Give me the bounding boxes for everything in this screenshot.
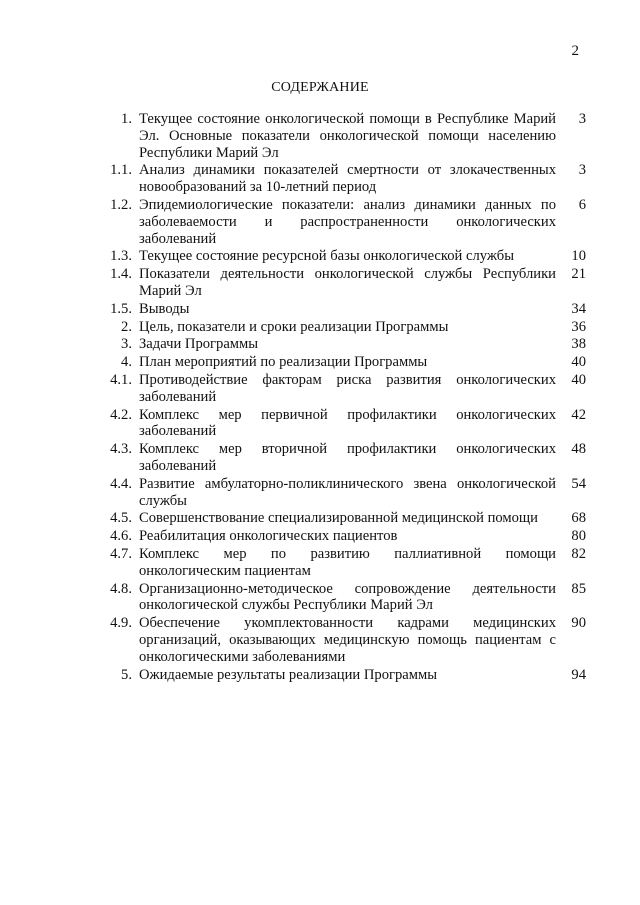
toc-entry-page: 10 xyxy=(571,248,586,265)
toc-entry-title: Совершенствование специализированной медицинской помощи xyxy=(139,510,538,527)
page-number: 2 xyxy=(571,43,579,59)
toc-entry xyxy=(96,407,586,441)
toc-entry-number: 4. xyxy=(121,354,132,371)
toc-entry xyxy=(96,319,586,336)
toc-entry-number: 1.3. xyxy=(110,248,132,265)
page-title: СОДЕРЖАНИЕ xyxy=(271,80,369,95)
toc-entry-page: 3 xyxy=(578,111,586,127)
toc-entry-number: 4.3. xyxy=(110,441,132,458)
toc-entry-title: Развитие амбулаторно-поликлинического звена онкологической службы xyxy=(139,475,556,509)
toc-entry-page: 3 xyxy=(578,162,586,179)
toc-entry xyxy=(96,581,586,615)
toc-entry xyxy=(96,372,586,406)
toc-entry-page: 90 xyxy=(571,615,586,632)
toc-entry-title: Комплекс мер первичной профилактики онкологических заболеваний xyxy=(139,406,556,440)
toc-entry-title: Текущее состояние ресурсной базы онкологической службы xyxy=(139,248,514,265)
toc-entry-number: 1. xyxy=(121,111,132,127)
toc-entry xyxy=(96,111,586,161)
toc-entry-title: Эпидемиологические показатели: анализ динамики данных по заболеваемости и распространенности онкологических заболеваний xyxy=(139,196,556,247)
toc-entry xyxy=(96,266,586,300)
toc-entry-title: Противодействие факторам риска развития онкологических заболеваний xyxy=(139,371,556,405)
toc-entry-page: 21 xyxy=(571,266,586,283)
toc-entry-number: 4.6. xyxy=(110,528,132,545)
toc-entry-number: 4.1. xyxy=(110,371,132,388)
toc-entry-title: Текущее состояние онкологической помощи в Республике Марий Эл. Основные показатели онкологической помощи населению Республики Марий Эл xyxy=(139,111,556,161)
toc-entry xyxy=(96,667,586,684)
toc-entry xyxy=(96,546,586,580)
toc-entry-number: 1.2. xyxy=(110,196,132,213)
toc-entry-page: 80 xyxy=(571,528,586,545)
toc-entry-title: Показатели деятельности онкологической службы Республики Марий Эл xyxy=(139,266,556,299)
toc-entry-number: 1.5. xyxy=(110,300,132,317)
toc-entry-page: 48 xyxy=(571,441,586,458)
toc-entry-title: Комплекс мер вторичной профилактики онкологических заболеваний xyxy=(139,441,556,474)
toc-entry-page: 36 xyxy=(571,318,586,335)
toc-entry xyxy=(96,248,586,265)
toc-entry xyxy=(96,510,586,527)
table-of-contents xyxy=(96,111,586,684)
toc-entry xyxy=(96,528,586,545)
toc-entry-number: 4.5. xyxy=(110,510,132,527)
toc-entry xyxy=(96,354,586,371)
toc-entry xyxy=(96,476,586,510)
toc-entry-page: 40 xyxy=(571,371,586,388)
toc-entry-number: 1.4. xyxy=(110,266,132,283)
toc-entry-title: Реабилитация онкологических пациентов xyxy=(139,528,398,545)
toc-entry-page: 42 xyxy=(571,406,586,423)
toc-entry-title: План мероприятий по реализации Программы xyxy=(139,354,428,371)
toc-entry-number: 3. xyxy=(121,336,132,353)
toc-entry-title: Обеспечение укомплектованности кадрами медицинских организаций, оказывающих медицинскую помощь пациентам с онкологическими заболеваниями xyxy=(139,615,556,665)
toc-entry-number: 4.2. xyxy=(110,406,132,423)
toc-entry-number: 4.8. xyxy=(110,580,132,597)
toc-entry-number: 5. xyxy=(121,666,132,683)
toc-entry xyxy=(96,162,586,196)
toc-entry xyxy=(96,336,586,353)
toc-entry-number: 2. xyxy=(121,318,132,335)
toc-entry-title: Выводы xyxy=(139,300,190,317)
toc-entry-title: Комплекс мер по развитию паллиативной помощи онкологическим пациентам xyxy=(139,545,556,579)
toc-entry-title: Ожидаемые результаты реализации Программы xyxy=(139,666,438,683)
toc-entry-page: 40 xyxy=(571,354,586,371)
toc-entry-title: Организационно-методическое сопровождение деятельности онкологической службы Республики Марий Эл xyxy=(139,580,556,614)
toc-entry-title: Цель, показатели и сроки реализации Программы xyxy=(139,318,449,335)
toc-entry xyxy=(96,615,586,665)
toc-entry-number: 1.1. xyxy=(110,162,132,179)
toc-entry-number: 4.4. xyxy=(110,475,132,492)
toc-entry-page: 38 xyxy=(571,336,586,353)
toc-entry-number: 4.9. xyxy=(110,615,132,632)
toc-entry-page: 94 xyxy=(571,666,586,683)
toc-entry-page: 68 xyxy=(571,510,586,527)
toc-entry-number: 4.7. xyxy=(110,545,132,562)
toc-entry-page: 54 xyxy=(571,475,586,492)
toc-entry-page: 82 xyxy=(571,545,586,562)
toc-entry-title: Задачи Программы xyxy=(139,336,259,353)
toc-entry-title: Анализ динамики показателей смертности от злокачественных новообразований за 10-летний период xyxy=(139,162,556,196)
toc-entry xyxy=(96,301,586,318)
toc-entry-page: 34 xyxy=(571,300,586,317)
toc-entry-page: 6 xyxy=(578,196,586,213)
toc-entry xyxy=(96,197,586,247)
toc-entry xyxy=(96,441,586,475)
toc-entry-page: 85 xyxy=(571,580,586,597)
